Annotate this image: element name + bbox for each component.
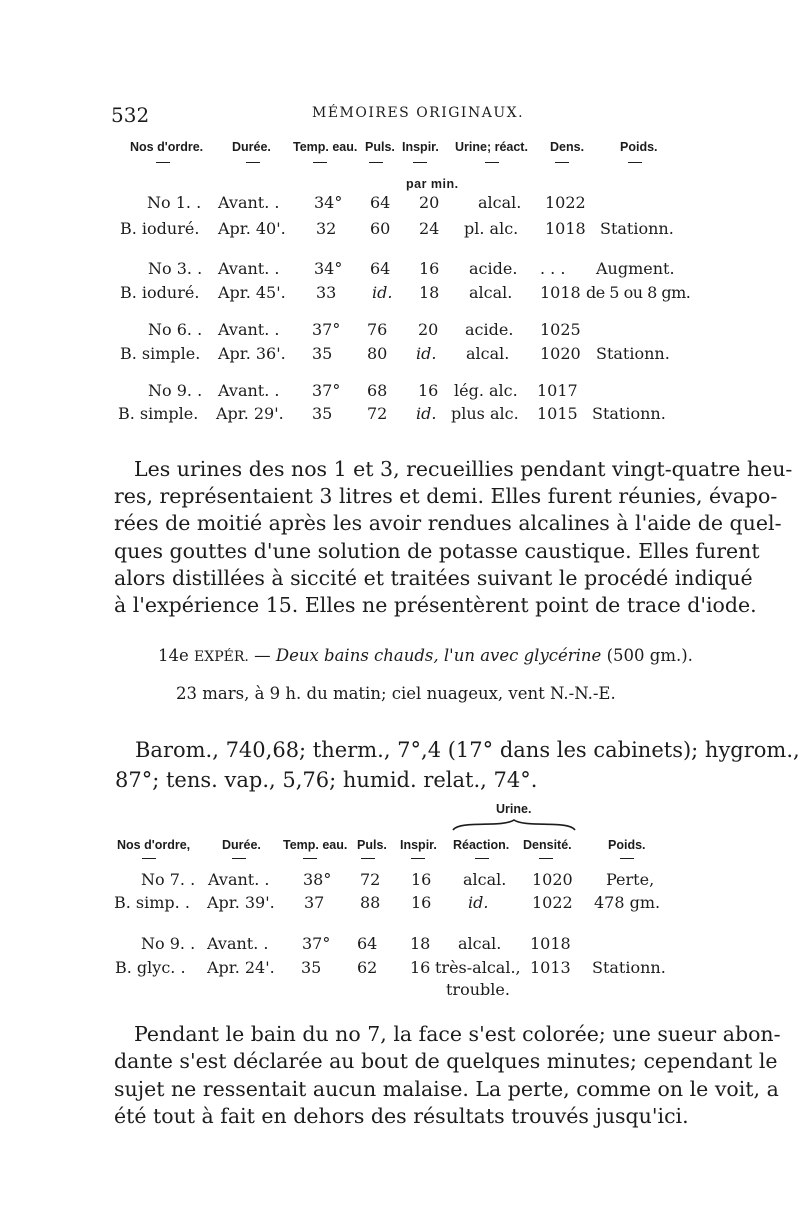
text-line: Pendant le bain du no 7, la face s'est colorée; une sueur abon- xyxy=(134,1022,781,1046)
table-cell: 18 xyxy=(419,283,440,302)
table-cell: 64 xyxy=(357,934,378,953)
table-cell: 1018 xyxy=(540,283,581,302)
table-cell: 1018 xyxy=(545,219,586,238)
header-rule xyxy=(628,162,642,163)
table-cell: No 1. . xyxy=(147,193,202,212)
table-cell: acide. xyxy=(465,320,514,339)
table-cell: Stationn. xyxy=(592,958,666,977)
table-cell: Apr. 39'. xyxy=(207,893,275,912)
experiment-amount: (500 gm.). xyxy=(606,646,693,665)
table-cell: 1015 xyxy=(537,404,578,423)
experiment-title: Deux bains chauds, l'un avec glycérine xyxy=(275,646,602,665)
table-cell: 16 xyxy=(410,958,431,977)
table1-col-temp: Temp. eau. xyxy=(293,140,358,154)
header-rule xyxy=(369,162,383,163)
header-rule xyxy=(539,858,553,859)
header-rule xyxy=(411,858,425,859)
table-cell: 64 xyxy=(370,259,391,278)
table2-col-duree: Durée. xyxy=(222,838,261,852)
table2-col-temp: Temp. eau. xyxy=(283,838,348,852)
table-cell: 34° xyxy=(314,193,343,212)
table-cell: B. simp. . xyxy=(114,893,190,912)
table-cell: 72 xyxy=(367,404,388,423)
table-cell: 60 xyxy=(370,219,391,238)
text-line: Barom., 740,68; therm., 7°,4 (17° dans les cabinets); hygrom., xyxy=(135,738,800,762)
experiment-label: EXPÉR. xyxy=(194,649,249,665)
table-cell: alcal. xyxy=(458,934,502,953)
table-cell: 35 xyxy=(312,344,333,363)
table-cell: Apr. 36'. xyxy=(218,344,286,363)
table-cell: Avant. . xyxy=(218,320,280,339)
table-cell: Apr. 29'. xyxy=(216,404,284,423)
text-line: dante s'est déclarée au bout de quelques minutes; cependant le xyxy=(114,1049,778,1074)
table-cell: Avant. . xyxy=(218,193,280,212)
table-cell: 37° xyxy=(302,934,331,953)
text-line: Les urines des nos 1 et 3, recueillies pendant vingt-quatre heu- xyxy=(134,457,793,481)
table-cell: 20 xyxy=(419,193,440,212)
table-cell: B. simple. xyxy=(120,344,201,363)
table-cell: 1013 xyxy=(530,958,571,977)
table-cell: 62 xyxy=(357,958,378,977)
table-cell: 38° xyxy=(303,870,332,889)
table-cell: B. ioduré. xyxy=(120,219,200,238)
table1-col-urine: Urine; réact. xyxy=(455,140,528,154)
header-rule xyxy=(485,162,499,163)
experiment-dash: — xyxy=(254,646,271,665)
table-cell: 32 xyxy=(316,219,337,238)
table-cell: 37 xyxy=(304,893,325,912)
table-cell: 1020 xyxy=(540,344,581,363)
table-cell: 34° xyxy=(314,259,343,278)
table-cell: 18 xyxy=(410,934,431,953)
table1-col-dens: Dens. xyxy=(550,140,585,154)
table-cell: 20 xyxy=(418,320,439,339)
weather-block xyxy=(115,735,800,795)
header-rule xyxy=(246,162,260,163)
table-cell: No 3. . xyxy=(148,259,203,278)
table-cell: Avant. . xyxy=(208,870,270,889)
table2-group-header: Urine. xyxy=(496,802,532,816)
brace-icon xyxy=(452,818,576,832)
header-rule xyxy=(620,858,634,859)
table-cell: 1018 xyxy=(530,934,571,953)
page-number: 532 xyxy=(111,103,150,127)
text-line: sujet ne ressentait aucun malaise. La perte, comme on le voit, a xyxy=(114,1076,779,1101)
table-cell: très-alcal., xyxy=(435,958,521,977)
table-cell: id. xyxy=(372,283,393,302)
table-cell: B. glyc. . xyxy=(115,958,186,977)
table-cell: Stationn. xyxy=(592,404,666,423)
header-rule xyxy=(361,858,375,859)
paragraph-2 xyxy=(114,1021,781,1130)
table-cell: Perte, xyxy=(606,870,655,889)
table-cell: No 6. . xyxy=(148,320,203,339)
table-cell: Apr. 40'. xyxy=(218,219,286,238)
table-cell: Avant. . xyxy=(218,259,280,278)
table-cell: 33 xyxy=(316,283,337,302)
table-cell: 72 xyxy=(360,870,381,889)
table2-col-inspir: Inspir. xyxy=(400,838,437,852)
table-cell: lég. alc. xyxy=(454,381,518,400)
table-cell: de 5 ou 8 gm. xyxy=(586,283,691,302)
experiment-date: 23 mars, à 9 h. du matin; ciel nuageux, vent N.-N.-E. xyxy=(176,684,616,703)
table-cell: 64 xyxy=(370,193,391,212)
table-cell: Avant. . xyxy=(218,381,280,400)
table-cell: 16 xyxy=(419,259,440,278)
table-cell: 1022 xyxy=(545,193,586,212)
table-cell: 35 xyxy=(301,958,322,977)
header-rule xyxy=(303,858,317,859)
header-rule xyxy=(142,858,156,859)
table-cell: 1022 xyxy=(532,893,573,912)
table2-col-order: Nos d'ordre, xyxy=(117,838,191,852)
header-rule xyxy=(555,162,569,163)
table2-col-poids: Poids. xyxy=(608,838,646,852)
table-cell: 16 xyxy=(418,381,439,400)
table1-col-poids: Poids. xyxy=(620,140,658,154)
table-cell: 16 xyxy=(411,893,432,912)
table-cell: B. simple. xyxy=(118,404,199,423)
table-cell: 16 xyxy=(411,870,432,889)
table-cell: 1017 xyxy=(537,381,578,400)
text-line: à l'expérience 15. Elles ne présentèrent point de trace d'iode. xyxy=(114,592,757,617)
experiment-number: 14e xyxy=(158,646,189,665)
table-cell: . . . xyxy=(540,259,566,278)
text-line: alors distillées à siccité et traitées suivant le procédé indiqué xyxy=(114,565,753,590)
paragraph-1 xyxy=(114,456,793,619)
table-cell: alcal. xyxy=(463,870,507,889)
table-cell: 68 xyxy=(367,381,388,400)
table-cell: alcal. xyxy=(469,283,513,302)
table2-col-puls: Puls. xyxy=(357,838,387,852)
table-cell: id. xyxy=(468,893,489,912)
table-cell: 24 xyxy=(419,219,440,238)
table-cell: No 9. . xyxy=(148,381,203,400)
table-cell: Apr. 45'. xyxy=(218,283,286,302)
table-cell: No 9. . xyxy=(141,934,196,953)
table-cell: Stationn. xyxy=(600,219,674,238)
table-cell: pl. alc. xyxy=(464,219,519,238)
header-rule xyxy=(232,858,246,859)
table-cell: 478 gm. xyxy=(594,893,661,912)
table-cell: id. xyxy=(416,344,437,363)
text-line: res, représentaient 3 litres et demi. Elles furent réunies, évapo- xyxy=(114,484,778,509)
table-cell: acide. xyxy=(469,259,518,278)
table-cell: No 7. . xyxy=(141,870,196,889)
header-rule xyxy=(313,162,327,163)
table-cell: plus alc. xyxy=(451,404,519,423)
table-cell: 88 xyxy=(360,893,381,912)
header-rule xyxy=(475,858,489,859)
table2-continuation: trouble. xyxy=(446,980,510,999)
table-cell: 37° xyxy=(312,320,341,339)
running-title: MÉMOIRES ORIGINAUX. xyxy=(312,105,525,121)
table-cell: 37° xyxy=(312,381,341,400)
table-cell: id. xyxy=(416,404,437,423)
table1-col-puls: Puls. xyxy=(365,140,395,154)
table2-col-reaction: Réaction. xyxy=(453,838,510,852)
table2-col-densite: Densité. xyxy=(523,838,572,852)
text-line: ques gouttes d'une solution de potasse caustique. Elles furent xyxy=(114,538,760,563)
table-cell: 76 xyxy=(367,320,388,339)
table1-col-inspir: Inspir. xyxy=(402,140,439,154)
table-cell: Stationn. xyxy=(596,344,670,363)
table-cell: Apr. 24'. xyxy=(207,958,275,977)
header-rule xyxy=(156,162,170,163)
table-cell: 1020 xyxy=(532,870,573,889)
table-cell: alcal. xyxy=(466,344,510,363)
table1-col-duree: Durée. xyxy=(232,140,271,154)
table1-subheader: par min. xyxy=(406,177,459,191)
table-cell: B. ioduré. xyxy=(120,283,200,302)
table-cell: Avant. . xyxy=(207,934,269,953)
table-cell: 35 xyxy=(312,404,333,423)
text-line: été tout à fait en dehors des résultats trouvés jusqu'ici. xyxy=(114,1103,689,1128)
table-cell: 80 xyxy=(367,344,388,363)
table-cell: alcal. xyxy=(478,193,522,212)
experiment-heading xyxy=(158,646,693,665)
text-line: 87°; tens. vap., 5,76; humid. relat., 74°. xyxy=(115,768,538,792)
table-cell: 1025 xyxy=(540,320,581,339)
text-line: rées de moitié après les avoir rendues alcalines à l'aide de quel- xyxy=(114,511,782,536)
table-cell: Augment. xyxy=(596,259,675,278)
header-rule xyxy=(413,162,427,163)
table1-col-order: Nos d'ordre. xyxy=(130,140,204,154)
